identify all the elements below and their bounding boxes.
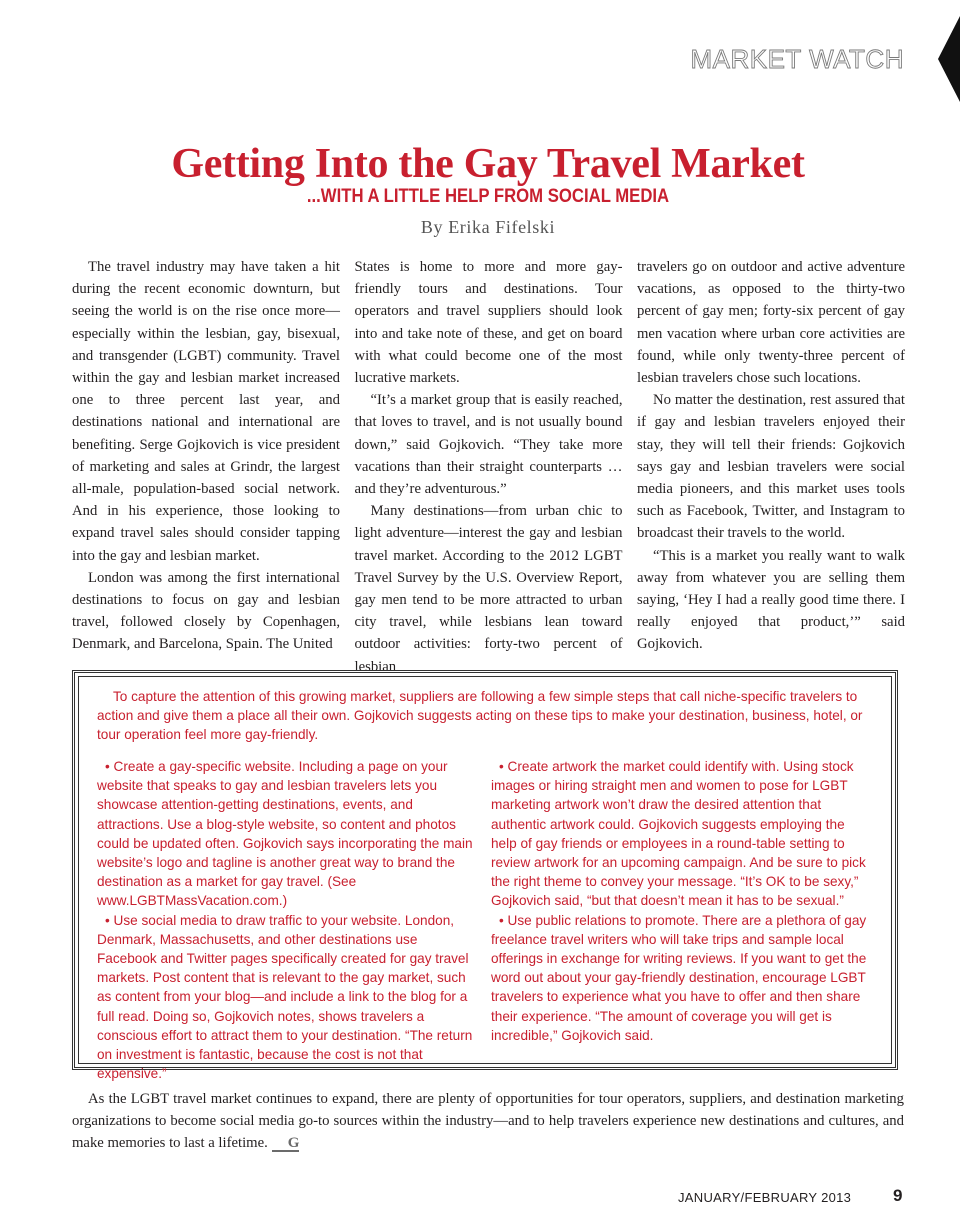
end-mark-logo: G	[272, 1136, 300, 1152]
sidebar-tip: • Use social media to draw traffic to your website. London, Denmark, Massachusetts, and other destinations use Facebook and Twitter pages specifically created for gay travel markets. Post content that is relevant to the gay market, such as content from your blog—and include a link to the blog for a full read. Doing so, Gojkovich notes, shows travelers a conscious effort to attract them to your destination. “The return on investment is fantastic, because the cost is not that expensive.”	[97, 912, 473, 1082]
body-paragraph: London was among the first international destinations to focus on gay and lesbian travel, followed closely by Copenhagen, Denmark, and Barcelona, Spain. The United	[72, 569, 340, 653]
sidebar-tip: • Use public relations to promote. There are a plethora of gay freelance travel writers who will take trips and sample local offerings in exchange for writing reviews. If you want to get the word out about your gay-friendly destination, encourage LGBT travelers to experience what you have to offer and then share their experience. “The amount of coverage you will get is incredible,” Gojkovich said.	[491, 912, 867, 1043]
closing-text: As the LGBT travel market continues to expand, there are plenty of opportunities for tour operators, suppliers, and destination marketing organizations to become social media go-to sources within the industry—and to help travelers experience new destinations and cultures, and make memories to last a lifetime.	[72, 1091, 904, 1152]
body-paragraph: The travel industry may have taken a hit during the recent economic downturn, but seeing the world is on the rise once more—especially within the lesbian, gay, bisexual, and transgender (LGBT) community. Travel within the gay and lesbian market increased one to three percent last year, and destinations national and international are benefiting. Serge Gojkovich is vice president of marketing and sales at Grindr, the largest all-male, population-based social network. And in his experience, those looking to expand travel sales should consider tapping into the gay and lesbian market.	[72, 259, 340, 564]
sidebar-tip: • Create a gay-specific website. Including a page on your website that speaks to gay and lesbian travelers lets you showcase attention-getting destinations, events, and attractions. Use a blog-style website, so content and photos could be updated often. Gojkovich says incorporating the main website’s logo and tagline is another great way to brand the destination as a market for gay travel. (See www.LGBTMassVacation.com.)	[97, 759, 473, 909]
footer-page-number: 9	[893, 1186, 903, 1205]
body-paragraph: Many destinations—from urban chic to light adventure—interest the gay and lesbian travel market. According to the 2012 LGBT Travel Survey by the U.S. Overview Report, gay men tend to be more attracted to urban city travel, while lesbians lean toward outdoor activities: forty-two percent of lesbian	[354, 503, 623, 675]
article-subtitle: ...WITH A LITTLE HELP FROM SOCIAL MEDIA	[306, 186, 670, 207]
sidebar-tips	[97, 757, 873, 1083]
footer-issue-date: JANUARY/FEBRUARY 2013	[678, 1190, 852, 1205]
article-body	[72, 256, 905, 678]
sidebar-column-1	[97, 757, 479, 1083]
closing-paragraph	[72, 1088, 904, 1155]
article-byline: By Erika Fifelski	[420, 217, 556, 237]
section-label: MARKET WATCH	[690, 44, 904, 74]
corner-tab-marker	[938, 16, 960, 102]
tips-sidebar-box	[72, 670, 898, 1082]
sidebar-intro: To capture the attention of this growing market, suppliers are following a few simple steps that call niche-specific travelers to action and give them a place all their own. Gojkovich suggests acting on these tips to make your destination, business, hotel, or tour operation feel more gay-friendly.	[97, 689, 863, 743]
body-paragraph: “This is a market you really want to walk away from whatever you are selling them saying, ‘Hey I had a really good time there. I really enjoyed that product,’” said Gojkovich.	[637, 547, 905, 653]
body-column-1	[72, 256, 340, 678]
body-column-3	[637, 256, 905, 678]
body-paragraph: No matter the destination, rest assured that if gay and lesbian travelers enjoyed their stay, they will tell their friends: Gojkovich says gay and lesbian travelers were social media pioneers, and this market uses tools such as Facebook, Twitter, and Instagram to broadcast their travels to the world.	[637, 392, 905, 542]
body-paragraph: States is home to more and more gay-friendly tours and destinations. Tour operators and travel suppliers should look into and take note of these, and get on board with what could become one of the most lucrative markets.	[354, 259, 623, 387]
article-title: Getting Into the Gay Travel Market	[171, 141, 805, 187]
sidebar-tip: • Create artwork the market could identify with. Using stock images or hiring straight men and women to pose for LGBT marketing artwork won’t draw the desired attention that authentic artwork could. Gojkovich suggests employing the help of gay friends or employees in a round-table setting to review artwork for an upcoming campaign. And be sure to pick the right theme to convey your message. “It’s OK to be sexy,” Gojkovich said, “but that doesn’t mean it has to be sexual.”	[491, 759, 866, 909]
body-paragraph: travelers go on outdoor and active adventure vacations, as opposed to the thirty-two percent of gay men; forty-six percent of gay men vacation where urban core activities are found, while only twenty-three percent of lesbian travelers chose such locations.	[637, 259, 905, 387]
sidebar-column-2	[491, 757, 873, 1083]
body-paragraph: “It’s a market group that is easily reached, that loves to travel, and is not usually bound down,” said Gojkovich. “They take more vacations than their straight counterparts … and they’re adventurous.”	[354, 392, 623, 498]
body-column-2	[355, 256, 623, 678]
